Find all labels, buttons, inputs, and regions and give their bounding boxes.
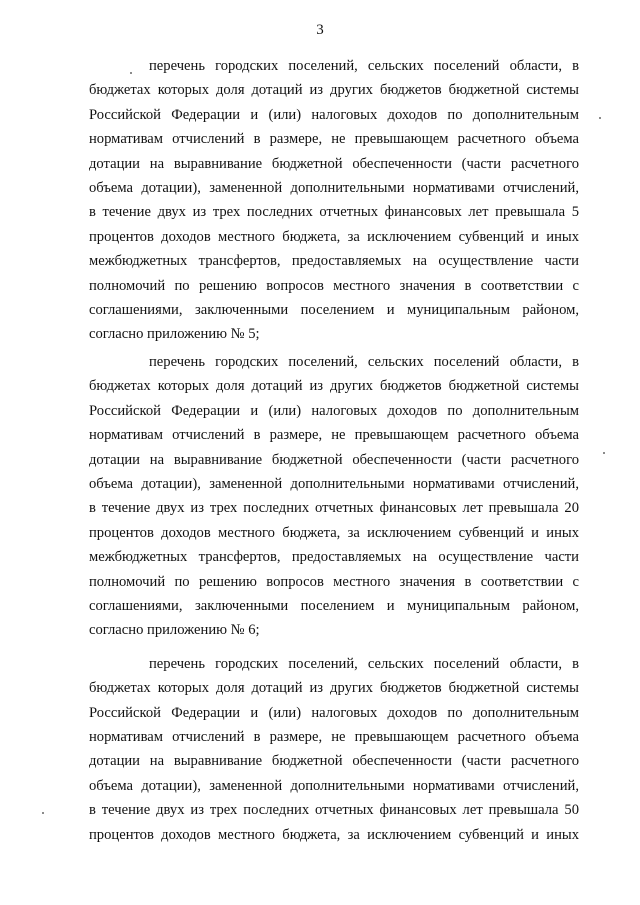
text-line: перечень городских поселений, сельских поселений области, в [149,353,579,370]
scan-speck [130,72,132,74]
text-line: дотации на выравнивание бюджетной обеспеченности (части расчетного [89,155,579,172]
text-line: объема дотации), замененной дополнительными нормативами отчислений, [89,475,579,492]
text-line: дотации на выравнивание бюджетной обеспеченности (части расчетного [89,451,579,468]
text-line: процентов доходов местного бюджета, за исключением субвенций и иных [89,524,579,541]
scan-speck [599,117,601,119]
text-line: Российской Федерации и (или) налоговых доходов по дополнительным [89,106,579,123]
text-line: нормативам отчислений в размере, не превышающем расчетного объема [89,427,579,444]
text-line: полномочий по решению вопросов местного значения в соответствии с [89,573,579,590]
text-line: в течение двух из трех последних отчетных финансовых лет превышала 5 [89,204,579,221]
text-line: объема дотации), замененной дополнительными нормативами отчислений, [89,180,579,197]
text-line: перечень городских поселений, сельских поселений области, в [149,655,579,672]
text-line: Российской Федерации и (или) налоговых доходов по дополнительным [89,402,579,419]
text-line: нормативам отчислений в размере, не превышающем расчетного объема [89,728,579,745]
paragraph [89,350,579,643]
text-line: процентов доходов местного бюджета, за исключением субвенций и иных [89,228,579,245]
paragraph [89,652,579,847]
text-line: соглашениями, заключенными поселением и муниципальным районом, [89,302,579,319]
page-number: 3 [316,22,324,38]
text-line: процентов доходов местного бюджета, за исключением субвенций и иных [89,826,579,843]
text-line: в течение двух из трех последних отчетных финансовых лет превышала 50 [89,802,579,819]
text-line: в течение двух из трех последних отчетных финансовых лет превышала 20 [89,500,579,517]
text-line: дотации на выравнивание бюджетной обеспеченности (части расчетного [89,753,579,770]
scan-speck [42,812,44,814]
text-line: бюджетах которых доля дотаций из других бюджетов бюджетной системы [89,378,579,395]
text-line: перечень городских поселений, сельских поселений области, в [149,58,579,74]
paragraph [89,54,579,347]
text-line: полномочий по решению вопросов местного значения в соответствии с [89,277,579,294]
text-line: межбюджетных трансфертов, предоставляемых на осуществление части [89,253,579,270]
text-line: соглашениями, заключенными поселением и муниципальным районом, [89,597,579,614]
text-line: Российской Федерации и (или) налоговых доходов по дополнительным [89,704,579,721]
text-line: согласно приложению № 6; [89,622,260,639]
text-line: нормативам отчислений в размере, не превышающем расчетного объема [89,131,579,148]
text-line: межбюджетных трансфертов, предоставляемых на осуществление части [89,549,579,566]
text-line: бюджетах которых доля дотаций из других бюджетов бюджетной системы [89,82,579,99]
text-line: объема дотации), замененной дополнительными нормативами отчислений, [89,777,579,794]
text-line: согласно приложению № 5; [89,326,260,343]
scan-speck [603,452,605,454]
text-line: бюджетах которых доля дотаций из других бюджетов бюджетной системы [89,680,579,697]
document-body [89,54,579,847]
